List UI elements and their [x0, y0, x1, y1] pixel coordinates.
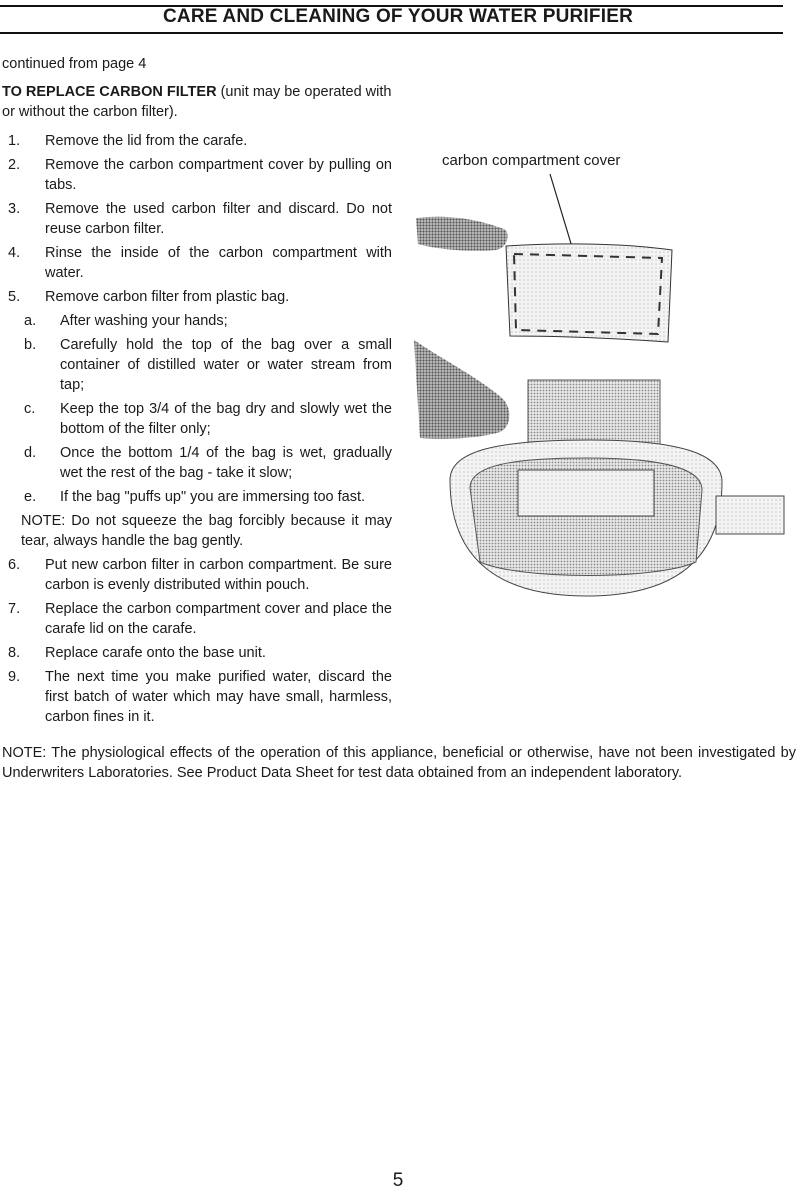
step-item	[0, 243, 392, 283]
substep-letter: d.	[24, 445, 37, 461]
substep-text: Keep the top 3/4 of the bag dry and slowly wet the bottom of the filter only;	[60, 401, 392, 437]
step-item	[0, 667, 392, 727]
step-number: 2.	[8, 157, 21, 173]
step-number: 7.	[8, 601, 21, 617]
substep-item	[0, 335, 392, 395]
step-number: 5.	[8, 289, 21, 305]
carafe-base	[450, 440, 784, 596]
step-item	[0, 643, 392, 663]
upper-hand-icon	[416, 217, 508, 251]
bag-handling-note: NOTE: Do not squeeze the bag forcibly because it may tear, always handle the bag gently.	[21, 513, 392, 549]
step-text: Rinse the inside of the carbon compartment with water.	[45, 245, 392, 281]
section-heading: TO REPLACE CARBON FILTER	[2, 84, 217, 100]
substep-text: Carefully hold the top of the bag over a small container of distilled water or water stream from tap;	[60, 337, 392, 393]
substep-text: If the bag "puffs up" you are immersing too fast.	[60, 489, 366, 505]
instruction-list	[0, 131, 392, 731]
substep-item	[0, 399, 392, 439]
step-number: 9.	[8, 669, 21, 685]
step-item	[0, 155, 392, 195]
step-number: 6.	[8, 557, 21, 573]
safety-note: NOTE: The physiological effects of the operation of this appliance, beneficial or otherwise, have not been investigated by Underwriters Laboratories. See Product Data Sheet for test data obtained from an independent laboratory.	[2, 745, 796, 781]
section-heading-note: (unit may be operated with or without the carbon filter).	[2, 84, 392, 120]
header-rule-bottom	[0, 32, 783, 34]
step-text: Replace carafe onto the base unit.	[45, 645, 266, 661]
continued-note: continued from page 4	[2, 56, 147, 72]
step-item	[0, 199, 392, 239]
lower-hand-icon	[414, 340, 509, 439]
step-item	[0, 287, 392, 307]
substep-item	[0, 487, 392, 507]
step-item	[0, 131, 392, 151]
step-text: Remove the used carbon filter and discard. Do not reuse carbon filter.	[45, 201, 392, 237]
substep-letter: e.	[24, 489, 37, 505]
carbon-filter-illustration	[410, 170, 796, 610]
substep-letter: a.	[24, 313, 37, 329]
step-number: 3.	[8, 201, 21, 217]
substep-letter: b.	[24, 337, 37, 353]
substep-letter: c.	[24, 401, 36, 417]
page-title: CARE AND CLEANING OF YOUR WATER PURIFIER	[163, 6, 633, 27]
step-number: 8.	[8, 645, 21, 661]
page-number: 5	[392, 1170, 404, 1191]
substep-item	[0, 443, 392, 483]
step-text: Remove the lid from the carafe.	[45, 133, 248, 149]
step-text: Put new carbon filter in carbon compartment. Be sure carbon is evenly distributed within pouch.	[45, 557, 392, 593]
compartment-cover	[506, 244, 672, 342]
step-item	[0, 599, 392, 639]
step-text: Remove carbon filter from plastic bag.	[45, 289, 290, 305]
step-text: The next time you make purified water, discard the first batch of water which may have small, harmless, carbon fines in it.	[45, 669, 392, 725]
step-item	[0, 555, 392, 595]
step-number: 4.	[8, 245, 21, 261]
substep-text: After washing your hands;	[60, 313, 228, 329]
substep-item	[0, 311, 392, 331]
intro-paragraph	[2, 82, 392, 122]
step-text: Replace the carbon compartment cover and place the carafe lid on the carafe.	[45, 601, 392, 637]
step-number: 1.	[8, 133, 21, 149]
step-text: Remove the carbon compartment cover by pulling on tabs.	[45, 157, 392, 193]
substep-text: Once the bottom 1/4 of the bag is wet, gradually wet the rest of the bag - take it slow;	[60, 445, 392, 481]
illustration-caption: carbon compartment cover	[442, 152, 621, 169]
